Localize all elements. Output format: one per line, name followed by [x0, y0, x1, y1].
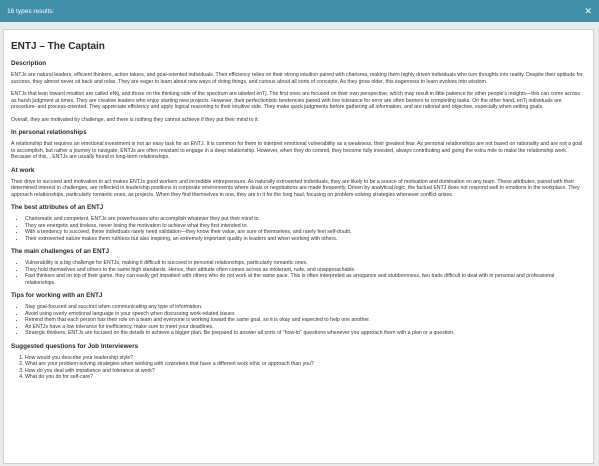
list-item: • As ENTJs have a low tolerance for inefficiency, make sure to meet your deadlines.: [25, 324, 585, 331]
list-item: 2. What are your problem-solving strategies when working with coworkers that have a different work ethic or approach than you?: [25, 361, 585, 368]
section-heading-description: Description: [11, 60, 47, 67]
list-item: • Their extroverted nature makes them ruthless but also inspiring, an extremely important quality in leaders and when working with others.: [25, 236, 585, 243]
personal-paragraph: A relationship that requires an emotional investment is not an easy task for an ENTJ. It is common for them to interpret emotional vulnerability as a weakness, their greatest fear. As personal relationships are not based on rationality and are not a goal to accomplish, but rather a journey to navigate, ENTJs are often resistant to engage in a deep relationship. However, when they do commit, they become fully invested, always contributing and going the extra mile to make the relationship work. Because of this, , ENTJs are usually found in long-term relationships.: [11, 141, 583, 160]
section-heading-questions: Suggested questions for Job Interviewers: [11, 342, 139, 350]
list-item: • Stay goal-focused and succinct when communicating any type of information.: [25, 304, 585, 311]
close-icon[interactable]: ✕: [584, 5, 592, 16]
section-heading-best: The best attributes of an ENTJ: [11, 204, 104, 211]
article-content: [4, 30, 593, 381]
list-item: • Avoid using overly emotional language in your speech when discussing work-related issues: [25, 311, 585, 318]
description-paragraph: ENTJs are natural leaders, efficient thinkers, action takers, and goal-oriented individuals. Their efficiency relies on their strong intuition paired with charisma, making them highly driven individuals who turn thoughts into reality. Despite their aptitude for success, they almost never sit back and relax. They are eager to learn about new ways of doing things, and curious about all sorts of concepts. As they grow older, this eagerness to learn evolves into wisdom.: [11, 72, 583, 85]
section-heading-personal: In personal relationships: [11, 129, 87, 136]
description-paragraph: Overall, they are motivated by challenge, and there is nothing they cannot achieve if they put their mind to it.: [11, 116, 259, 123]
result-panel[interactable]: [3, 29, 594, 464]
list-item: • They are energetic and tireless, never losing the motivation to achieve what they first intended to.: [25, 223, 585, 230]
best-attributes-list: [11, 216, 585, 242]
section-heading-work: At work: [11, 166, 35, 174]
work-paragraph: Their drive to succeed and motivation to act makes ENTJs good workers and incredible entrepreneurs. As naturally extroverted individuals, they are likely to be a source of motivation and domination on any team. These attributes, paired with their determined interest in challenges, are reflected in leadership positions in corporate environments where deals or negotiations are made frequently. Driven by analytical logic, the factual ENTJ does not respond well to emotions in the workplace. They approach relationships, particularly romantic ones, as projects. When they find themselves in one, they are in it for the long haul, focusing on problem-solving strategies whenever conflict arises.: [11, 178, 580, 198]
page-title: ENTJ – The Captain: [11, 41, 105, 52]
list-item: 4. What do you do for self-care?: [25, 374, 585, 381]
section-heading-challenges: The main challenges of an ENTJ: [11, 248, 110, 255]
results-title: 16 types results:: [7, 7, 55, 15]
list-item: • Charismatic and competent, ENTJs are powerhouses who accomplish whatever they put their mind to.: [25, 216, 585, 223]
list-item: • Vulnerability is a big challenge for ENTJs, making it difficult to succeed in personal relationships, particularly romantic ones.: [25, 260, 585, 267]
results-header: [0, 0, 599, 22]
section-heading-tips: Tips for working with an ENTJ: [11, 292, 103, 299]
questions-list: [11, 355, 585, 381]
list-item: • Strategic thinkers, ENTJs are focused on the details to achieve a bigger plan. Be prepared to answer all sorts of "how-to" questions whenever you approach them with a plan or a question.: [25, 330, 585, 337]
challenges-list: [11, 260, 585, 286]
list-item: • Remind them that each person has their role on a team and everyone is working toward the same goal, so it is okay and expected to help one another.: [25, 317, 585, 324]
list-item: • With a tendency to succeed, these individuals rarely need validation—they know their value, are sure of themselves, and rarely feel self-doubt.: [25, 229, 585, 236]
description-paragraph: ENTJs that lean toward intuition are called eNtj, and those on the thinking side of the spectrum are labeled enTj. The first ones are focused on their own perspective, which may result in little patience for other people's insights—this can come across as harsh judgment at times. They are creative leaders who enjoy starting new projects. However, their perfectionistic tendencies paired with low tolerance for error are often barriers to completing tasks. On the other hand, enTj individuals are procedure- and process-oriented. They appreciate efficiency and apply logical reasoning to their intuitive side. They make quick judgments before gathering all information, and are rational and objective, especially when setting goals.: [11, 91, 580, 110]
tips-list: [11, 304, 585, 337]
list-item: • They hold themselves and others to the same high standards. Hence, their attitude often comes across as intolerant, rude, and unapproachable.: [25, 267, 585, 274]
list-item: 1. How would you describe your leadership style?: [25, 355, 585, 362]
list-item: • Fast thinkers and on top of their game, they can easily get impatient with others who do not work at the same pace. This is often interpreted as arrogance and stubbornness, two traits difficult to deal with in personal and professional relationships.: [25, 273, 585, 286]
list-item: 3. How do you deal with impatience and tolerance at work?: [25, 368, 585, 375]
modal-backdrop: [0, 22, 599, 466]
